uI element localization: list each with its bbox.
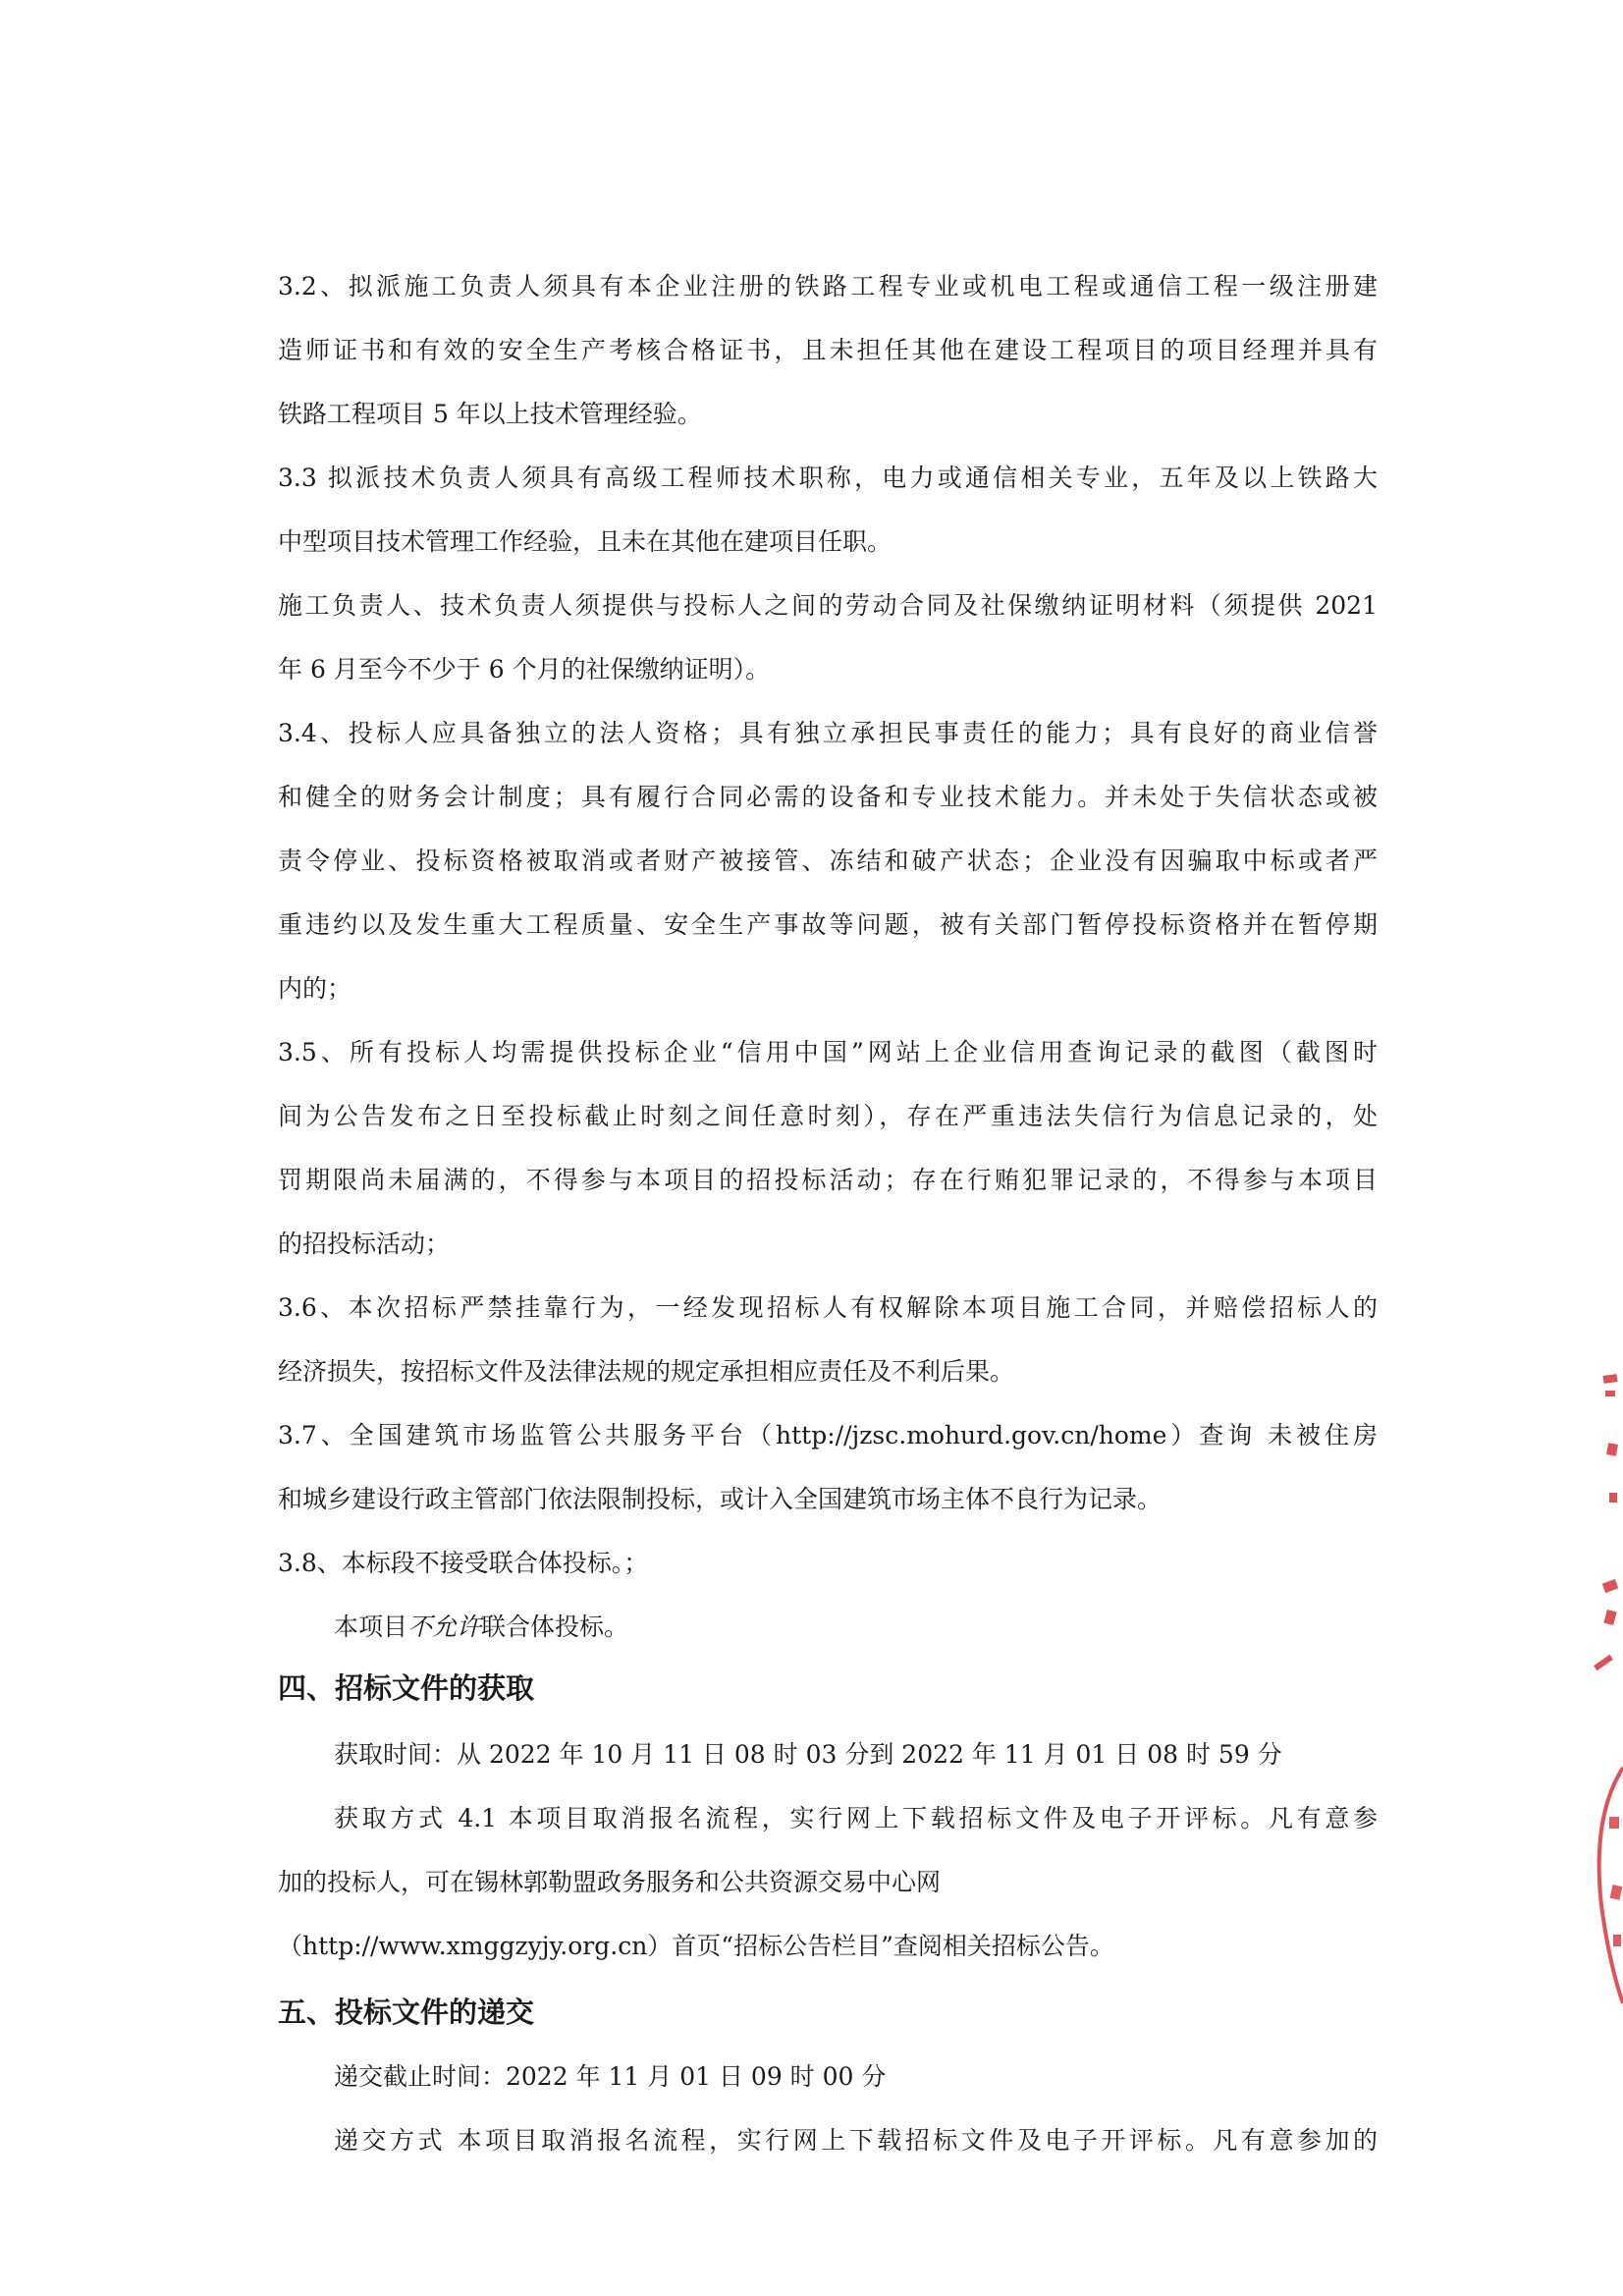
clause-3-2-line-1: 3.2、拟派施工负责人须具有本企业注册的铁路工程专业或机电工程或通信工程一级注册建 [278, 272, 1378, 301]
section-4-time: 获取时间：从 2022 年 10 月 11 日 08 时 03 分到 2022 年 11 月 01 日 08 时 59 分 [334, 1740, 1282, 1769]
clause-3-7-line-1: 3.7、全国建筑市场监管公共服务平台（http://jzsc.mohurd.gov.cn/home）查询 未被住房 [278, 1421, 1378, 1449]
partial-seal-stamp [1564, 1355, 1623, 2023]
section-4-method-line-2: 加的投标人，可在锡林郭勒盟政务服务和公共资源交易中心网 [278, 1868, 942, 1896]
consortium-not-allowed: 不允许 [407, 1613, 482, 1641]
clause-3-6-line-1: 3.6、本次招标严禁挂靠行为，一经发现招标人有权解除本项目施工合同，并赔偿招标人的 [278, 1293, 1378, 1322]
consortium-statement [334, 1611, 1378, 1644]
clause-3-3-line-3: 施工负责人、技术负责人须提供与投标人之间的劳动合同及社保缴纳证明材料（须提供 2021 [278, 591, 1378, 620]
section-4-method-line-3: （http://www.xmggzyjy.org.cn）首页“招标公告栏目”查阅相关招标公告。 [278, 1932, 1114, 1960]
clause-3-2-line-2: 造师证书和有效的安全生产考核合格证书，且未担任其他在建设工程项目的项目经理并具有 [278, 336, 1378, 364]
clause-3-4-line-3: 责令停业、投标资格被取消或者财产被接管、冻结和破产状态；企业没有因骗取中标或者严 [278, 847, 1378, 875]
section-5-deadline: 递交截止时间：2022 年 11 月 01 日 09 时 00 分 [334, 2062, 887, 2091]
clause-3-3-line-1: 3.3 拟派技术负责人须具有高级工程师技术职称，电力或通信相关专业，五年及以上铁路大 [278, 464, 1378, 492]
clause-3-7-line-2: 和城乡建设行政主管部门依法限制投标，或计入全国建筑市场主体不良行为记录。 [278, 1485, 1163, 1513]
consortium-text-a: 本项目 [334, 1613, 408, 1641]
clause-3-8-line: 3.8、本标段不接受联合体投标。； [278, 1549, 649, 1577]
clause-3-5-line-1: 3.5、所有投标人均需提供投标企业“信用中国”网站上企业信用查询记录的截图（截图时 [278, 1038, 1378, 1066]
clause-3-4-line-1: 3.4、投标人应具备独立的法人资格；具有独立承担民事责任的能力；具有良好的商业信誉 [278, 719, 1378, 747]
clause-3-2-line-3: 铁路工程项目 5 年以上技术管理经验。 [278, 400, 702, 428]
clause-3-3-line-2: 中型项目技术管理工作经验，且未在其他在建项目任职。 [278, 527, 893, 556]
clause-3-6-line-2: 经济损失，按招标文件及法律法规的规定承担相应责任及不利后果。 [278, 1357, 1015, 1386]
clause-3-5-line-2: 间为公告发布之日至投标截止时刻之间任意时刻），存在严重违法失信行为信息记录的，处 [278, 1102, 1378, 1130]
section-4-method-line-1: 获取方式 4.1 本项目取消报名流程，实行网上下载招标文件及电子开评标。凡有意参 [334, 1804, 1378, 1832]
seal-icon [1564, 1355, 1623, 2023]
clause-3-4-line-4: 重违约以及发生重大工程质量、安全生产事故等问题，被有关部门暂停投标资格并在暂停期 [278, 910, 1378, 939]
clause-3-5-line-4: 的招投标活动； [278, 1230, 451, 1258]
clause-3-3-line-4: 年 6 月至今不少于 6 个月的社保缴纳证明）。 [278, 655, 771, 683]
clause-3-4-line-5: 内的； [278, 974, 352, 1003]
clause-3-4-line-2: 和健全的财务会计制度；具有履行合同必需的设备和专业技术能力。并未处于失信状态或被 [278, 783, 1378, 811]
section-5-heading: 五、投标文件的递交 [278, 1995, 535, 2029]
section-4-heading: 四、招标文件的获取 [278, 1671, 535, 1705]
section-5-method-line-1: 递交方式 本项目取消报名流程，实行网上下载招标文件及电子开评标。凡有意参加的 [334, 2126, 1378, 2155]
clause-3-5-line-3: 罚期限尚未届满的，不得参与本项目的招投标活动；存在行贿犯罪记录的，不得参与本项目 [278, 1166, 1378, 1194]
consortium-text-c: 联合体投标。 [481, 1613, 629, 1641]
